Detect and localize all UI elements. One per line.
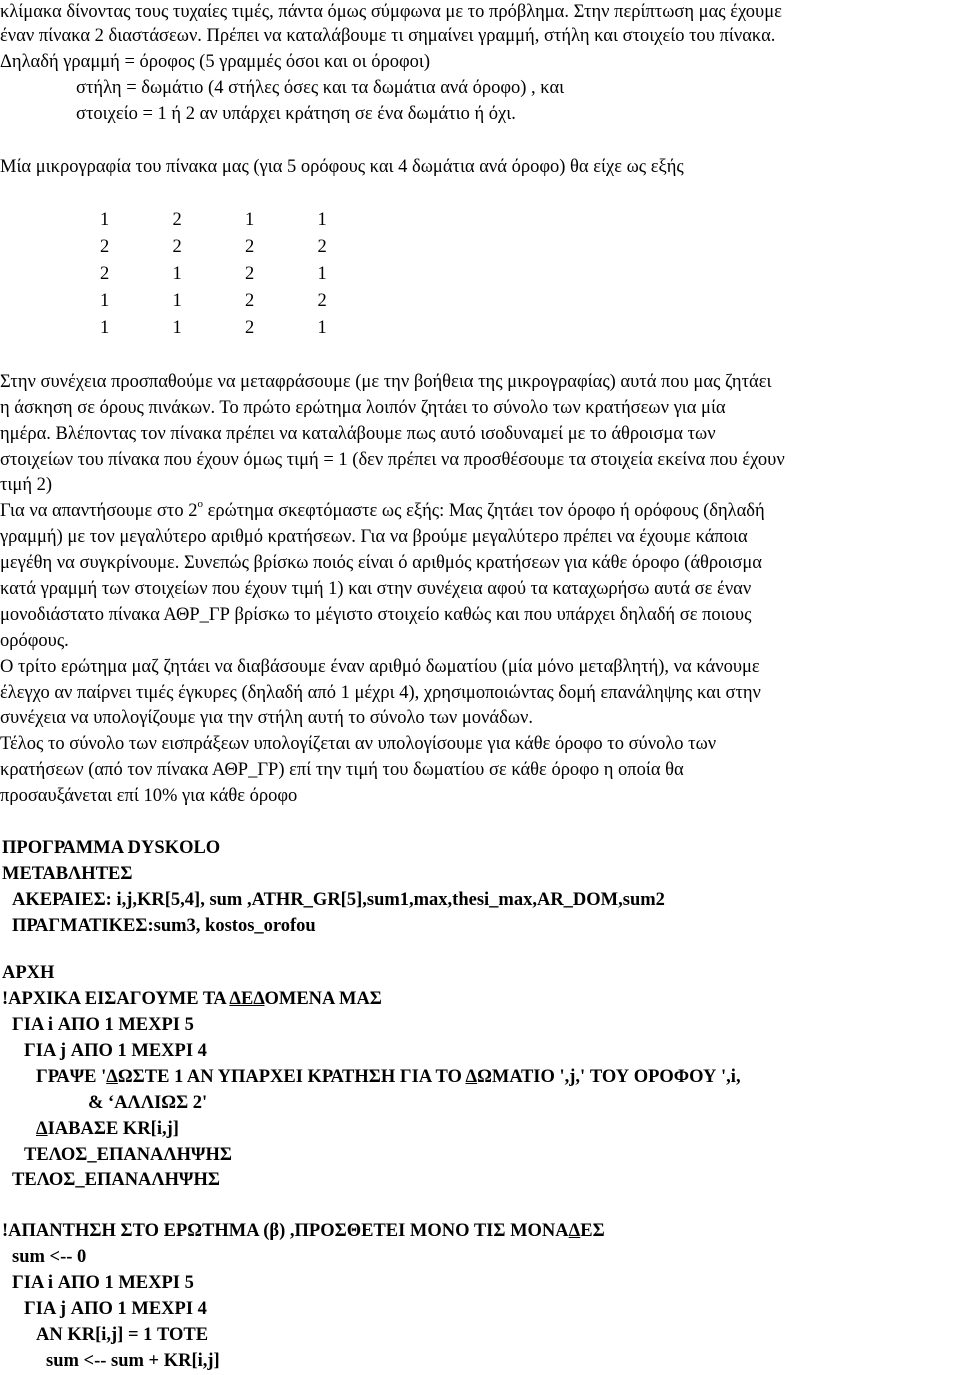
matrix-row: [76, 261, 366, 288]
matrix-row: [76, 207, 366, 234]
text-line: μονοδιάστατο πίνακα ΑΘΡ_ΓΡ βρίσκω το μέγιστο στοιχείο καθώς και που υπάρχει δηλαδή σε ποιους: [0, 605, 752, 625]
code-line: ΑΚΕΡΑΙΕΣ: i,j,KR[5,4], sum ,ATHR_GR[5],sum1,max,thesi_max,AR_DOM,sum2: [12, 890, 665, 910]
code-line: ΓΙΑ i ΑΠΟ 1 ΜΕΧΡΙ 5: [12, 1273, 194, 1293]
text-line: προσαυξάνεται επί 10% για κάθε όροφο: [0, 786, 298, 806]
code-run: Δ: [36, 1119, 48, 1139]
text-line: ορόφους.: [0, 631, 69, 651]
code-run: Δ: [465, 1067, 478, 1087]
text-line: τιμή 2): [0, 475, 53, 495]
matrix-row: [76, 288, 366, 315]
matrix-cell: 1: [100, 318, 110, 338]
matrix-cell: 1: [172, 291, 182, 311]
code-line: [2, 1218, 605, 1244]
code-run: ΩΜΑΤΙΟ ',j,' ΤΟΥ ΟΡΟΦΟΥ ',i,: [477, 1067, 741, 1087]
code-run: Δ: [568, 1221, 581, 1241]
code-line: ΑΝ KR[i,j] = 1 ΤΟΤΕ: [36, 1325, 209, 1345]
code-line: [36, 1064, 741, 1090]
text-line: [0, 499, 765, 523]
text-line: Ο τρίτο ερώτημα μαζ ζητάει να διαβάσουμε έναν αριθμό δωματίου (μία μόνο μεταβλητή), να κάνουμε: [0, 657, 760, 677]
text-line: στοιχείο = 1 ή 2 αν υπάρχει κράτηση σε ένα δωμάτιο ή όχι.: [76, 104, 516, 124]
code-run: ΙΑΒΑΣΕ KR[i,j]: [47, 1119, 179, 1139]
code-line: & ‘ΑΛΛΙΩΣ 2': [88, 1093, 208, 1113]
superscript: ο: [197, 497, 203, 510]
matrix-cell: 1: [317, 264, 327, 284]
code-line: ΓΙΑ j ΑΠΟ 1 ΜΕΧΡΙ 4: [24, 1041, 207, 1061]
matrix-cell: 2: [317, 291, 327, 311]
code-line: ΤΕΛΟΣ_ΕΠΑΝΑΛΗΨΗΣ: [12, 1170, 220, 1190]
text-line: Στην συνέχεια προσπαθούμε να μεταφράσουμε (με την βοήθεια της μικρογραφίας) αυτά που μας ζητάει: [0, 372, 772, 392]
matrix-cell: 1: [172, 318, 182, 338]
code-line: sum <-- sum + KR[i,j]: [46, 1351, 220, 1371]
matrix-cell: 2: [245, 264, 255, 284]
text-line: μεγέθη να συγκρίνουμε. Συνεπώς βρίσκω ποιός είναι ό αριθμός κρατήσεων για κάθε όροφο (άθροισμα: [0, 553, 762, 573]
code-line: ΤΕΛΟΣ_ΕΠΑΝΑΛΗΨΗΣ: [24, 1145, 232, 1165]
code-run: ΟΜΕΝΑ ΜΑΣ: [264, 989, 382, 1009]
text-line: Μία μικρογραφία του πίνακα μας (για 5 ορόφους και 4 δωμάτια ανά όροφο) θα είχε ως εξής: [0, 157, 684, 177]
code-line: ΓΙΑ j ΑΠΟ 1 ΜΕΧΡΙ 4: [24, 1299, 207, 1319]
text-line: η άσκηση σε όρους πινάκων. Το πρώτο ερώτημα λοιπόν ζητάει το σύνολο των κρατήσεων για μία: [0, 398, 726, 418]
matrix-cell: 2: [245, 291, 255, 311]
text-line: γραμμή) με τον μεγαλύτερο αριθμό κρατήσεων. Για να βρούμε μεγαλύτερο πρέπει να έχουμε κάποια: [0, 527, 748, 547]
text-line: έναν πίνακα 2 διαστάσεων. Πρέπει να καταλάβουμε τι σημαίνει γραμμή, στήλη και στοιχείο του πίνακα.: [0, 26, 776, 46]
text-run: Για να απαντήσουμε στο 2: [0, 501, 198, 521]
matrix-cell: 2: [172, 210, 182, 230]
text-line: κατά γραμμή των στοιχείων που έχουν τιμή 1) και στην συνέχεια αφού τα καταχωρήσω αυτά σε έναν: [0, 579, 752, 599]
matrix-table: [76, 207, 366, 342]
text-line: στήλη = δωμάτιο (4 στήλες όσες και τα δωμάτια ανά όροφο) , και: [76, 78, 565, 98]
text-run: ερώτημα σκεφτόμαστε ως εξής: Μας ζητάει τον όροφο ή ορόφους (δηλαδή: [202, 501, 765, 521]
text-line: κλίμακα δίνοντας τους τυχαίες τιμές, πάντα όμως σύμφωνα με το πρόβλημα. Στην περίπτωση μας έχουμε: [0, 2, 782, 22]
code-run: ΔΕΔ: [229, 989, 265, 1009]
code-line: sum <-- 0: [12, 1247, 87, 1267]
code-run: ΕΣ: [580, 1221, 605, 1241]
matrix-cell: 2: [317, 237, 327, 257]
text-line: στοιχείων του πίνακα που έχουν όμως τιμή = 1 (δεν πρέπει να προσθέσουμε τα στοιχεία εκείνα που έχουν: [0, 450, 785, 470]
matrix-cell: 2: [245, 237, 255, 257]
code-line: ΠΡΑΓΜΑΤΙΚΕΣ:sum3, kostos_orofou: [12, 916, 316, 936]
matrix-cell: 1: [100, 291, 110, 311]
code-line: ΑΡΧΗ: [2, 963, 55, 983]
code-run: Δ: [106, 1067, 118, 1087]
code-line: [36, 1116, 179, 1142]
code-line: [2, 986, 382, 1012]
code-run: ΓΡΑΨΕ ': [36, 1067, 107, 1087]
code-run: !ΑΡΧΙΚΑ ΕΙΣΑΓΟΥΜΕ ΤΑ: [2, 989, 230, 1009]
text-line: ημέρα. Βλέποντας τον πίνακα πρέπει να καταλάβουμε πως αυτό ισοδυναμεί με το άθροισμα των: [0, 424, 716, 444]
code-line: ΜΕΤΑΒΛΗΤΕΣ: [2, 864, 133, 884]
matrix-cell: 1: [317, 210, 327, 230]
matrix-cell: 1: [172, 264, 182, 284]
code-run: ΩΣΤΕ 1 ΑΝ ΥΠΑΡΧΕΙ ΚΡΑΤΗΣΗ ΓΙΑ ΤΟ: [117, 1067, 466, 1087]
text-line: Δηλαδή γραμμή = όροφος (5 γραμμές όσοι και οι όροφοι): [0, 52, 431, 72]
matrix-cell: 2: [100, 237, 110, 257]
matrix-row: [76, 315, 366, 342]
code-line: ΓΙΑ i ΑΠΟ 1 ΜΕΧΡΙ 5: [12, 1015, 194, 1035]
code-run: !ΑΠΑΝΤΗΣΗ ΣΤΟ ΕΡΩΤΗΜΑ (β) ,ΠΡΟΣΘΕΤΕΙ ΜΟΝΟ ΤΙΣ ΜΟΝΑ: [2, 1221, 569, 1241]
matrix-cell: 1: [100, 210, 110, 230]
text-line: έλεγχο αν παίρνει τιμές έγκυρες (δηλαδή από 1 μέχρι 4), χρησιμοποιώντας δομή επανάληψης και στην: [0, 683, 761, 703]
matrix-cell: 1: [245, 210, 255, 230]
text-line: κρατήσεων (από τον πίνακα ΑΘΡ_ΓΡ) επί την τιμή του δωματίου σε κάθε όροφο η οποία θα: [0, 760, 684, 780]
matrix-row: [76, 234, 366, 261]
matrix-cell: 2: [172, 237, 182, 257]
text-line: Τέλος το σύνολο των εισπράξεων υπολογίζεται αν υπολογίσουμε για κάθε όροφο το σύνολο των: [0, 734, 717, 754]
code-line: ΠΡΟΓΡΑΜΜΑ DYSKOLO: [2, 838, 221, 858]
matrix-cell: 1: [317, 318, 327, 338]
matrix-cell: 2: [245, 318, 255, 338]
text-line: συνέχεια να υπολογίζουμε για την στήλη αυτή το σύνολο των μονάδων.: [0, 708, 533, 728]
matrix-cell: 2: [100, 264, 110, 284]
